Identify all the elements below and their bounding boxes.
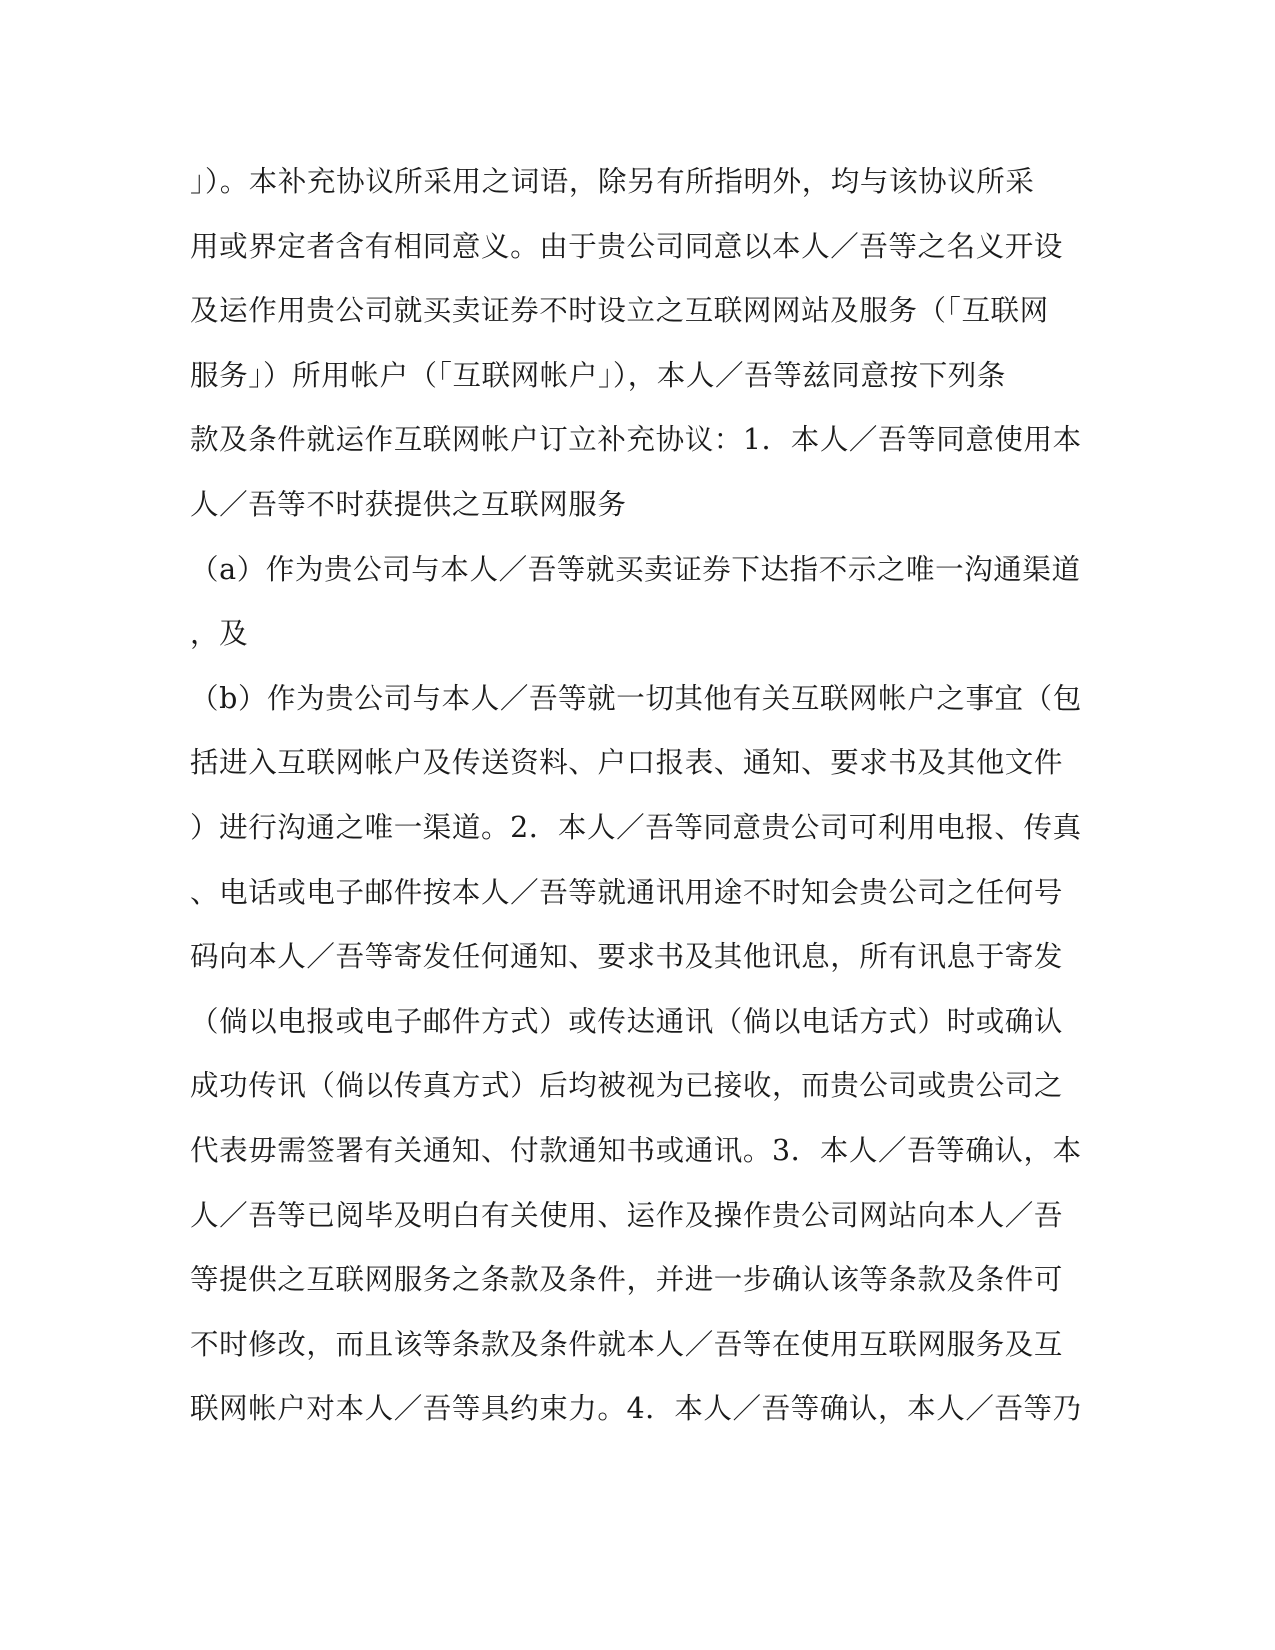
- text-line: 码向本人／吾等寄发任何通知、要求书及其他讯息，所有讯息于寄发: [190, 940, 1064, 974]
- text-line: ，及: [190, 617, 249, 651]
- text-line: ）进行沟通之唯一渠道。2．本人／吾等同意贵公司可利用电报、传真: [190, 810, 1082, 844]
- text-line: 成功传讯（倘以传真方式）后均被视为已接收，而贵公司或贵公司之: [190, 1069, 1064, 1103]
- text-line: 、电话或电子邮件按本人／吾等就通讯用途不时知会贵公司之任何号: [190, 875, 1064, 909]
- body-text: [190, 150, 1090, 1442]
- text-line: 括进入互联网帐户及传送资料、户口报表、通知、要求书及其他文件: [190, 746, 1064, 780]
- text-line: （倘以电报或电子邮件方式）或传达通讯（倘以电话方式）时或确认: [190, 1004, 1064, 1038]
- text-line: （a）作为贵公司与本人／吾等就买卖证券下达指不示之唯一沟通渠道: [190, 552, 1081, 586]
- text-line: 服务」）所用帐户（「互联网帐户」），本人／吾等兹同意按下列条: [190, 358, 1007, 392]
- text-line: 等提供之互联网服务之条款及条件，并进一步确认该等条款及条件可: [190, 1263, 1064, 1297]
- text-line: 人／吾等已阅毕及明白有关使用、运作及操作贵公司网站向本人／吾: [190, 1198, 1064, 1232]
- text-line: 款及条件就运作互联网帐户订立补充协议：1．本人／吾等同意使用本: [190, 423, 1082, 457]
- text-line: （b）作为贵公司与本人／吾等就一切其他有关互联网帐户之事宜（包: [190, 681, 1082, 715]
- text-line: 人／吾等不时获提供之互联网服务: [190, 487, 627, 521]
- text-line: 及运作用贵公司就买卖证券不时设立之互联网网站及服务（「互联网: [190, 294, 1049, 328]
- text-line: 代表毋需签署有关通知、付款通知书或通讯。3．本人／吾等确认，本: [190, 1133, 1082, 1167]
- text-line: 」）。本补充协议所采用之词语，除另有所指明外，均与该协议所采: [190, 165, 1035, 198]
- text-line: 联网帐户对本人／吾等具约束力。4．本人／吾等确认，本人／吾等乃: [190, 1392, 1082, 1426]
- text-line: 不时修改，而且该等条款及条件就本人／吾等在使用互联网服务及互: [190, 1327, 1064, 1361]
- text-line: 用或界定者含有相同意义。由于贵公司同意以本人／吾等之名义开设: [190, 229, 1064, 263]
